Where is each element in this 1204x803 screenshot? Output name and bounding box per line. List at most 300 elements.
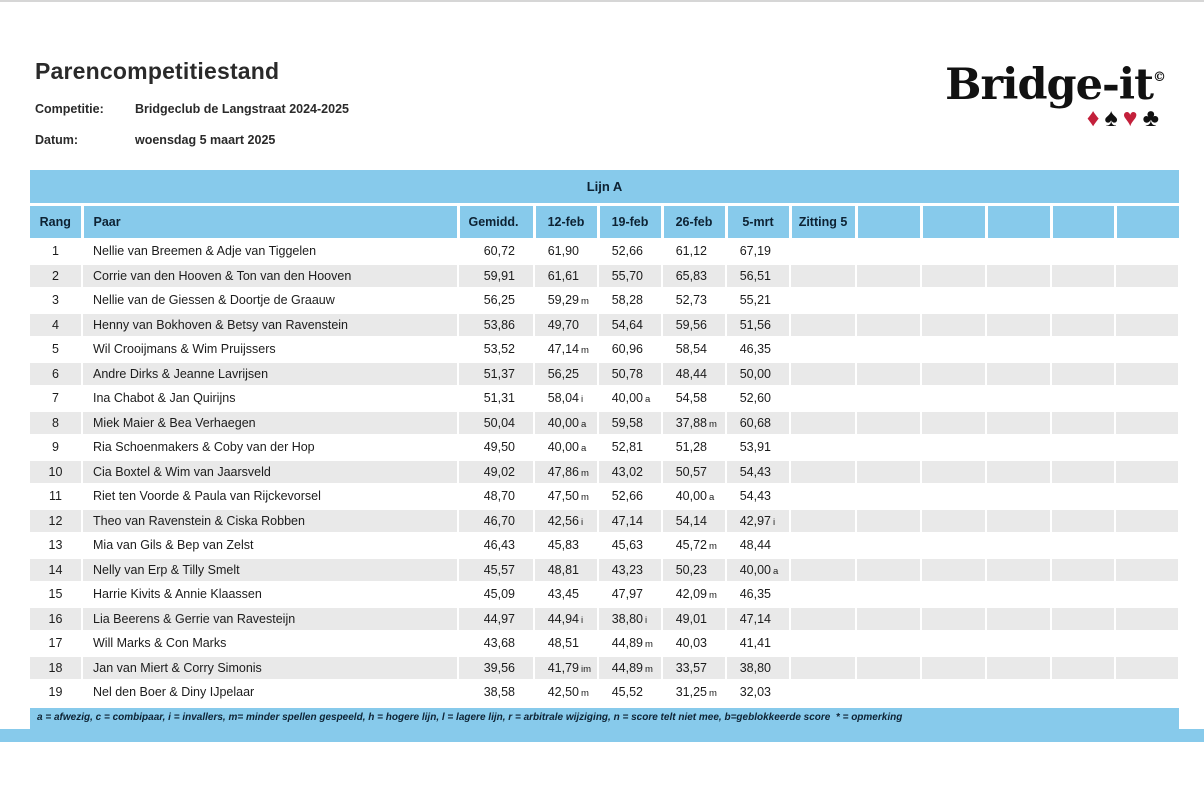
score-value: 59,91 bbox=[483, 268, 515, 283]
score-value: 52,60 bbox=[739, 391, 771, 406]
score-value: 42,56 bbox=[547, 513, 579, 528]
score-value: 45,83 bbox=[547, 538, 579, 553]
table-header-row bbox=[30, 206, 1179, 239]
zitting5-cell bbox=[790, 362, 856, 387]
score-value: 44,89 bbox=[611, 660, 643, 675]
score-value: 50,57 bbox=[675, 464, 707, 479]
score-suffix: m bbox=[581, 467, 589, 479]
session-score-cell bbox=[598, 607, 662, 632]
column-header-19-feb: 19-feb bbox=[598, 206, 662, 239]
column-header-zitting-5: Zitting 5 bbox=[790, 206, 856, 239]
session-score-cell bbox=[662, 288, 726, 313]
empty-cell bbox=[986, 460, 1051, 485]
session-score-cell bbox=[534, 509, 598, 534]
spade-icon: ♠ bbox=[1104, 104, 1123, 132]
table-row bbox=[30, 337, 1179, 362]
column-header-26-feb: 26-feb bbox=[662, 206, 726, 239]
empty-cell bbox=[1051, 582, 1115, 607]
session-score-cell bbox=[534, 386, 598, 411]
score-value: 45,72 bbox=[675, 538, 707, 553]
average-cell bbox=[458, 582, 534, 607]
session-score-cell bbox=[598, 313, 662, 338]
average-cell bbox=[458, 337, 534, 362]
table-row bbox=[30, 362, 1179, 387]
score-suffix: i bbox=[773, 516, 776, 528]
session-score-cell bbox=[726, 460, 790, 485]
score-value: 43,23 bbox=[611, 562, 643, 577]
session-score-cell bbox=[662, 313, 726, 338]
empty-cell bbox=[921, 386, 986, 411]
session-score-cell bbox=[534, 337, 598, 362]
meta-datum-label: Datum: bbox=[35, 133, 79, 147]
score-value: 44,97 bbox=[483, 611, 515, 626]
pair-name-cell: Corrie van den Hooven & Ton van den Hooven bbox=[82, 264, 458, 289]
session-score-cell bbox=[598, 362, 662, 387]
empty-cell bbox=[1051, 460, 1115, 485]
empty-cell bbox=[1115, 435, 1179, 460]
empty-cell bbox=[856, 386, 921, 411]
session-score-cell bbox=[534, 362, 598, 387]
score-value: 47,50 bbox=[547, 489, 579, 504]
score-value: 38,80 bbox=[611, 611, 643, 626]
pair-name-cell: Henny van Bokhoven & Betsy van Ravenstein bbox=[82, 313, 458, 338]
empty-cell bbox=[856, 607, 921, 632]
empty-cell bbox=[856, 239, 921, 264]
pair-name-cell: Riet ten Voorde & Paula van Rijckevorsel bbox=[82, 484, 458, 509]
legend-bar: a = afwezig, c = combipaar, i = invallers, m= minder spellen gespeeld, h = hogere lijn, l = lagere lijn, r = arbitrale wijziging, n = score telt niet mee, b=geblokkeerde score * = opmerking bbox=[30, 708, 1179, 729]
empty-cell bbox=[1051, 484, 1115, 509]
score-value: 50,00 bbox=[739, 366, 771, 381]
score-suffix: m bbox=[709, 590, 717, 602]
empty-cell bbox=[1115, 631, 1179, 656]
score-suffix: m bbox=[581, 688, 589, 700]
score-value: 33,57 bbox=[675, 660, 707, 675]
score-value: 59,29 bbox=[547, 293, 579, 308]
empty-cell bbox=[1051, 288, 1115, 313]
session-score-cell bbox=[662, 680, 726, 705]
score-value: 41,41 bbox=[739, 636, 771, 651]
empty-cell bbox=[856, 411, 921, 436]
session-score-cell bbox=[662, 631, 726, 656]
empty-cell bbox=[1051, 386, 1115, 411]
empty-cell bbox=[1115, 411, 1179, 436]
session-score-cell bbox=[662, 607, 726, 632]
session-score-cell bbox=[726, 362, 790, 387]
rank-cell: 6 bbox=[30, 362, 82, 387]
rank-cell: 19 bbox=[30, 680, 82, 705]
session-score-cell bbox=[534, 484, 598, 509]
empty-cell bbox=[986, 288, 1051, 313]
session-score-cell bbox=[598, 337, 662, 362]
pair-name-cell: Nelly van Erp & Tilly Smelt bbox=[82, 558, 458, 583]
score-value: 39,56 bbox=[483, 660, 515, 675]
empty-cell bbox=[921, 558, 986, 583]
average-cell bbox=[458, 631, 534, 656]
session-score-cell bbox=[534, 288, 598, 313]
empty-cell bbox=[1115, 239, 1179, 264]
score-value: 54,14 bbox=[675, 513, 707, 528]
zitting5-cell bbox=[790, 337, 856, 362]
empty-cell bbox=[1051, 509, 1115, 534]
empty-cell bbox=[1051, 533, 1115, 558]
score-value: 56,25 bbox=[547, 366, 579, 381]
table-row bbox=[30, 313, 1179, 338]
page-title: Parencompetitiestand bbox=[35, 58, 280, 84]
empty-cell bbox=[921, 313, 986, 338]
average-cell bbox=[458, 239, 534, 264]
zitting5-cell bbox=[790, 288, 856, 313]
table-row bbox=[30, 411, 1179, 436]
empty-cell bbox=[921, 680, 986, 705]
empty-cell bbox=[921, 582, 986, 607]
empty-cell bbox=[921, 337, 986, 362]
session-score-cell bbox=[598, 386, 662, 411]
score-value: 49,02 bbox=[483, 464, 515, 479]
session-score-cell bbox=[598, 656, 662, 681]
pair-name-cell: Lia Beerens & Gerrie van Ravesteijn bbox=[82, 607, 458, 632]
score-value: 43,68 bbox=[483, 636, 515, 651]
column-header-gemidd-: Gemidd. bbox=[458, 206, 534, 239]
column-header-12-feb: 12-feb bbox=[534, 206, 598, 239]
empty-cell bbox=[921, 460, 986, 485]
score-value: 40,03 bbox=[675, 636, 707, 651]
table-row bbox=[30, 460, 1179, 485]
score-value: 51,31 bbox=[483, 391, 515, 406]
session-score-cell bbox=[598, 264, 662, 289]
session-score-cell bbox=[534, 631, 598, 656]
empty-cell bbox=[986, 337, 1051, 362]
score-value: 48,44 bbox=[739, 538, 771, 553]
rank-cell: 13 bbox=[30, 533, 82, 558]
score-suffix: i bbox=[645, 614, 648, 626]
diamond-icon: ♦ bbox=[1086, 104, 1105, 132]
score-value: 56,25 bbox=[483, 293, 515, 308]
empty-cell bbox=[921, 435, 986, 460]
score-value: 50,23 bbox=[675, 562, 707, 577]
score-value: 47,86 bbox=[547, 464, 579, 479]
pair-name-cell: Harrie Kivits & Annie Klaassen bbox=[82, 582, 458, 607]
empty-cell bbox=[986, 264, 1051, 289]
empty-cell bbox=[921, 362, 986, 387]
score-value: 54,58 bbox=[675, 391, 707, 406]
average-cell bbox=[458, 362, 534, 387]
score-suffix: m bbox=[581, 492, 589, 504]
empty-cell bbox=[921, 484, 986, 509]
empty-cell bbox=[1051, 656, 1115, 681]
empty-cell bbox=[921, 533, 986, 558]
column-header-empty bbox=[856, 206, 921, 239]
score-suffix: a bbox=[645, 394, 651, 406]
score-value: 58,04 bbox=[547, 391, 579, 406]
empty-cell bbox=[1115, 582, 1179, 607]
empty-cell bbox=[986, 582, 1051, 607]
empty-cell bbox=[1115, 607, 1179, 632]
session-score-cell bbox=[534, 533, 598, 558]
empty-cell bbox=[986, 607, 1051, 632]
score-value: 48,81 bbox=[547, 562, 579, 577]
session-score-cell bbox=[534, 607, 598, 632]
score-value: 32,03 bbox=[739, 685, 771, 700]
column-header-empty bbox=[921, 206, 986, 239]
score-value: 45,09 bbox=[483, 587, 515, 602]
score-value: 52,66 bbox=[611, 244, 643, 259]
empty-cell bbox=[921, 656, 986, 681]
rank-cell: 10 bbox=[30, 460, 82, 485]
session-score-cell bbox=[534, 239, 598, 264]
empty-cell bbox=[1051, 607, 1115, 632]
session-score-cell bbox=[662, 337, 726, 362]
score-value: 45,57 bbox=[483, 562, 515, 577]
empty-cell bbox=[986, 362, 1051, 387]
score-value: 61,12 bbox=[675, 244, 707, 259]
logo-text: Bridge-it bbox=[945, 60, 1153, 110]
empty-cell bbox=[856, 264, 921, 289]
session-score-cell bbox=[534, 582, 598, 607]
session-score-cell bbox=[662, 484, 726, 509]
score-value: 56,51 bbox=[739, 268, 771, 283]
empty-cell bbox=[856, 631, 921, 656]
score-value: 45,63 bbox=[611, 538, 643, 553]
pair-name-cell: Ria Schoenmakers & Coby van der Hop bbox=[82, 435, 458, 460]
empty-cell bbox=[1051, 337, 1115, 362]
empty-cell bbox=[1115, 386, 1179, 411]
empty-cell bbox=[1115, 313, 1179, 338]
score-value: 48,51 bbox=[547, 636, 579, 651]
score-suffix: m bbox=[581, 345, 589, 357]
score-suffix: m bbox=[645, 663, 653, 675]
empty-cell bbox=[1051, 313, 1115, 338]
empty-cell bbox=[856, 313, 921, 338]
pair-name-cell: Nel den Boer & Diny IJpelaar bbox=[82, 680, 458, 705]
session-score-cell bbox=[662, 558, 726, 583]
empty-cell bbox=[856, 337, 921, 362]
score-suffix: i bbox=[581, 516, 584, 528]
pair-name-cell: Miek Maier & Bea Verhaegen bbox=[82, 411, 458, 436]
score-value: 61,61 bbox=[547, 268, 579, 283]
empty-cell bbox=[1115, 484, 1179, 509]
average-cell bbox=[458, 313, 534, 338]
table-row bbox=[30, 509, 1179, 534]
session-score-cell bbox=[726, 264, 790, 289]
empty-cell bbox=[986, 631, 1051, 656]
empty-cell bbox=[986, 680, 1051, 705]
score-value: 59,58 bbox=[611, 415, 643, 430]
score-value: 54,64 bbox=[611, 317, 643, 332]
pair-name-cell: Nellie van Breemen & Adje van Tiggelen bbox=[82, 239, 458, 264]
meta-competitie-label: Competitie: bbox=[35, 102, 104, 116]
empty-cell bbox=[1051, 558, 1115, 583]
empty-cell bbox=[856, 460, 921, 485]
empty-cell bbox=[986, 313, 1051, 338]
score-value: 52,66 bbox=[611, 489, 643, 504]
score-value: 60,68 bbox=[739, 415, 771, 430]
empty-cell bbox=[856, 582, 921, 607]
score-value: 65,83 bbox=[675, 268, 707, 283]
empty-cell bbox=[1115, 460, 1179, 485]
score-value: 46,35 bbox=[739, 342, 771, 357]
score-value: 47,14 bbox=[611, 513, 643, 528]
score-suffix: m bbox=[709, 688, 717, 700]
empty-cell bbox=[1115, 533, 1179, 558]
rank-cell: 11 bbox=[30, 484, 82, 509]
session-score-cell bbox=[598, 435, 662, 460]
empty-cell bbox=[1115, 680, 1179, 705]
rank-cell: 12 bbox=[30, 509, 82, 534]
empty-cell bbox=[1051, 264, 1115, 289]
meta-datum-value: woensdag 5 maart 2025 bbox=[135, 133, 276, 147]
session-score-cell bbox=[662, 411, 726, 436]
session-score-cell bbox=[534, 656, 598, 681]
empty-cell bbox=[856, 656, 921, 681]
pair-name-cell: Andre Dirks & Jeanne Lavrijsen bbox=[82, 362, 458, 387]
empty-cell bbox=[1115, 264, 1179, 289]
empty-cell bbox=[986, 411, 1051, 436]
score-value: 48,44 bbox=[675, 366, 707, 381]
table-row bbox=[30, 607, 1179, 632]
empty-cell bbox=[921, 239, 986, 264]
score-value: 60,72 bbox=[483, 244, 515, 259]
session-score-cell bbox=[534, 313, 598, 338]
column-header-empty bbox=[1115, 206, 1179, 239]
session-score-cell bbox=[726, 582, 790, 607]
copyright-icon: © bbox=[1153, 70, 1166, 85]
report-header bbox=[35, 58, 1168, 147]
zitting5-cell bbox=[790, 631, 856, 656]
score-value: 45,52 bbox=[611, 685, 643, 700]
session-score-cell bbox=[726, 631, 790, 656]
empty-cell bbox=[856, 509, 921, 534]
score-value: 40,00 bbox=[611, 391, 643, 406]
bottom-accent-bar bbox=[0, 729, 1204, 742]
session-score-cell bbox=[662, 582, 726, 607]
score-value: 50,78 bbox=[611, 366, 643, 381]
score-value: 43,02 bbox=[611, 464, 643, 479]
empty-cell bbox=[986, 558, 1051, 583]
session-score-cell bbox=[534, 460, 598, 485]
session-score-cell bbox=[662, 386, 726, 411]
column-header-empty bbox=[1051, 206, 1115, 239]
score-value: 31,25 bbox=[675, 685, 707, 700]
score-value: 54,43 bbox=[739, 464, 771, 479]
zitting5-cell bbox=[790, 435, 856, 460]
line-banner: Lijn A bbox=[30, 170, 1179, 203]
rank-cell: 8 bbox=[30, 411, 82, 436]
session-score-cell bbox=[726, 680, 790, 705]
score-value: 60,96 bbox=[611, 342, 643, 357]
empty-cell bbox=[856, 680, 921, 705]
empty-cell bbox=[921, 607, 986, 632]
session-score-cell bbox=[598, 239, 662, 264]
score-value: 42,97 bbox=[739, 513, 771, 528]
rank-cell: 16 bbox=[30, 607, 82, 632]
score-value: 67,19 bbox=[739, 244, 771, 259]
session-score-cell bbox=[598, 509, 662, 534]
standings-section bbox=[30, 170, 1179, 729]
score-value: 54,43 bbox=[739, 489, 771, 504]
rank-cell: 17 bbox=[30, 631, 82, 656]
rank-cell: 9 bbox=[30, 435, 82, 460]
session-score-cell bbox=[534, 680, 598, 705]
top-divider bbox=[0, 0, 1204, 2]
score-value: 40,00 bbox=[547, 440, 579, 455]
empty-cell bbox=[856, 558, 921, 583]
average-cell bbox=[458, 435, 534, 460]
score-value: 53,52 bbox=[483, 342, 515, 357]
score-suffix: m bbox=[709, 541, 717, 553]
zitting5-cell bbox=[790, 509, 856, 534]
score-value: 46,70 bbox=[483, 513, 515, 528]
session-score-cell bbox=[598, 680, 662, 705]
score-value: 40,00 bbox=[547, 415, 579, 430]
zitting5-cell bbox=[790, 239, 856, 264]
score-value: 49,50 bbox=[483, 440, 515, 455]
session-score-cell bbox=[726, 313, 790, 338]
score-value: 59,56 bbox=[675, 317, 707, 332]
empty-cell bbox=[1115, 558, 1179, 583]
rank-cell: 7 bbox=[30, 386, 82, 411]
average-cell bbox=[458, 484, 534, 509]
score-value: 46,35 bbox=[739, 587, 771, 602]
score-suffix: a bbox=[773, 565, 779, 577]
score-value: 40,00 bbox=[675, 489, 707, 504]
empty-cell bbox=[1051, 680, 1115, 705]
pair-name-cell: Will Marks & Con Marks bbox=[82, 631, 458, 656]
average-cell bbox=[458, 411, 534, 436]
pair-name-cell: Ina Chabot & Jan Quirijns bbox=[82, 386, 458, 411]
score-value: 38,58 bbox=[483, 685, 515, 700]
score-value: 42,50 bbox=[547, 685, 579, 700]
rank-cell: 4 bbox=[30, 313, 82, 338]
score-suffix: i bbox=[581, 614, 584, 626]
zitting5-cell bbox=[790, 460, 856, 485]
score-value: 44,89 bbox=[611, 636, 643, 651]
score-value: 47,97 bbox=[611, 587, 643, 602]
empty-cell bbox=[1051, 411, 1115, 436]
score-value: 46,43 bbox=[483, 538, 515, 553]
column-header-paar: Paar bbox=[82, 206, 458, 239]
session-score-cell bbox=[726, 239, 790, 264]
table-row bbox=[30, 288, 1179, 313]
table-row bbox=[30, 533, 1179, 558]
score-value: 55,21 bbox=[739, 293, 771, 308]
rank-cell: 18 bbox=[30, 656, 82, 681]
empty-cell bbox=[1115, 337, 1179, 362]
score-value: 53,91 bbox=[739, 440, 771, 455]
score-suffix: a bbox=[709, 492, 715, 504]
score-value: 51,28 bbox=[675, 440, 707, 455]
empty-cell bbox=[1051, 362, 1115, 387]
empty-cell bbox=[921, 509, 986, 534]
empty-cell bbox=[1051, 239, 1115, 264]
zitting5-cell bbox=[790, 558, 856, 583]
score-value: 44,94 bbox=[547, 611, 579, 626]
session-score-cell bbox=[534, 264, 598, 289]
score-value: 51,56 bbox=[739, 317, 771, 332]
session-score-cell bbox=[598, 558, 662, 583]
session-score-cell bbox=[598, 582, 662, 607]
session-score-cell bbox=[726, 435, 790, 460]
session-score-cell bbox=[662, 656, 726, 681]
table-row bbox=[30, 239, 1179, 264]
score-suffix: m bbox=[709, 418, 717, 430]
empty-cell bbox=[1051, 631, 1115, 656]
heart-icon: ♥ bbox=[1122, 104, 1143, 132]
session-score-cell bbox=[726, 288, 790, 313]
session-score-cell bbox=[726, 337, 790, 362]
score-suffix: m bbox=[581, 296, 589, 308]
score-value: 42,09 bbox=[675, 587, 707, 602]
average-cell bbox=[458, 607, 534, 632]
